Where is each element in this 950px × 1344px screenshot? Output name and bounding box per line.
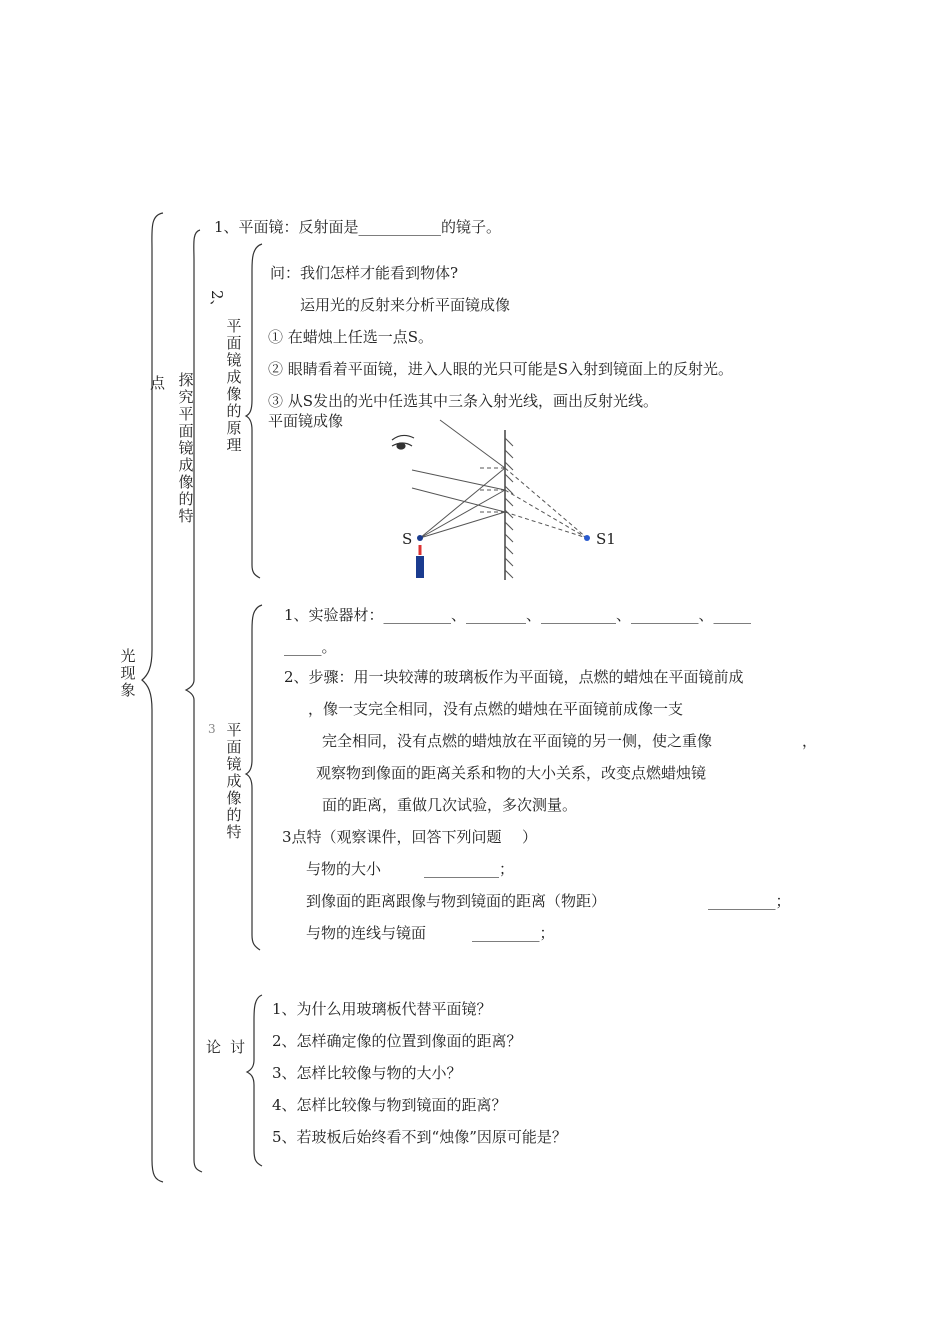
principle-number: 2、 <box>208 290 226 315</box>
steps-line-4: 观察物到像面的距离关系和物的大小关系，改变点燃蜡烛镜 <box>316 764 707 782</box>
steps-line-5: 面的距离，重做几次试验，多次测量。 <box>322 796 578 814</box>
discuss-label-a: 论 <box>206 1038 222 1056</box>
steps-line-3: 完全相同，没有点燃的蜡烛放在平面镜的另一侧，使之重像 <box>322 732 713 750</box>
candle <box>416 556 424 578</box>
column-point: 点 <box>150 374 166 392</box>
outer-brace <box>142 213 166 1182</box>
eye-icon <box>392 435 414 449</box>
discuss-question-2: 2、怎样确定像的位置到像面的距离？ <box>272 1032 522 1050</box>
point-s1-label: S1 <box>596 530 616 548</box>
principle-brace <box>246 244 262 578</box>
principle-step-1: ① 在蜡烛上任选一点S。 <box>268 328 434 346</box>
discuss-question-3: 3、怎样比较像与物的大小？ <box>272 1064 462 1082</box>
feature-distance: 到像面的距离跟像与物到镜面的距离（物距） <box>306 892 607 910</box>
point-s-label: S <box>402 530 413 548</box>
diagram-caption: 平面镜成像 <box>268 412 344 430</box>
feature-size-blank[interactable]: __________； <box>424 860 515 878</box>
feature-label: 平面镜成像的特 <box>226 721 242 841</box>
principle-step-3: ③ 从S发出的光中任选其中三条入射光线，画出反射光线。 <box>268 392 659 410</box>
equipment-line: 1、实验器材：_________、________、__________、_________、_____ <box>284 606 752 624</box>
principle-intro: 运用光的反射来分析平面镜成像 <box>300 296 511 314</box>
feature-size: 与物的大小 <box>306 860 382 878</box>
principle-label: 平面镜成像的原理 <box>226 317 242 454</box>
discuss-question-4: 4、怎样比较像与物到镜面的距离？ <box>272 1096 507 1114</box>
discuss-brace <box>247 995 262 1166</box>
discuss-question-5: 5、若玻板后始终看不到“烛像”因原可能是？ <box>272 1128 567 1146</box>
mirror-definition: 1、平面镜：反射面是___________的镜子。 <box>214 218 502 236</box>
feature-line-blank[interactable]: _________； <box>472 924 555 942</box>
column-explore: 探究平面镜成像的特 <box>178 371 194 525</box>
features-heading-end: ） <box>522 828 538 846</box>
steps-line-2: ，像一支完全相同，没有点燃的蜡烛在平面镜前成像一支 <box>308 700 684 718</box>
column-title-light-phenomena: 光现象 <box>120 647 136 699</box>
feature-number: 3 <box>208 722 216 736</box>
feature-line: 与物的连线与镜面 <box>306 924 427 942</box>
feature-brace <box>246 605 262 950</box>
discuss-label-b: 讨 <box>230 1038 246 1056</box>
steps-line-1: 2、步骤：用一块较薄的玻璃板作为平面镜，点燃的蜡烛在平面镜前成 <box>284 668 744 686</box>
discuss-question-1: 1、为什么用玻璃板代替平面镜？ <box>272 1000 492 1018</box>
mirror-diagram <box>392 420 590 580</box>
features-heading: 3点特（观察课件，回答下列问题 <box>282 828 502 846</box>
steps-line-3-end: ， <box>802 732 818 750</box>
principle-question: 问：我们怎样才能看到物体? <box>270 264 459 282</box>
equipment-line-end: _____。 <box>284 638 337 656</box>
principle-step-2: ② 眼睛看着平面镜，进入人眼的光只可能是S入射到镜面上的反射光。 <box>268 360 734 378</box>
feature-distance-blank[interactable]: _________； <box>708 892 791 910</box>
